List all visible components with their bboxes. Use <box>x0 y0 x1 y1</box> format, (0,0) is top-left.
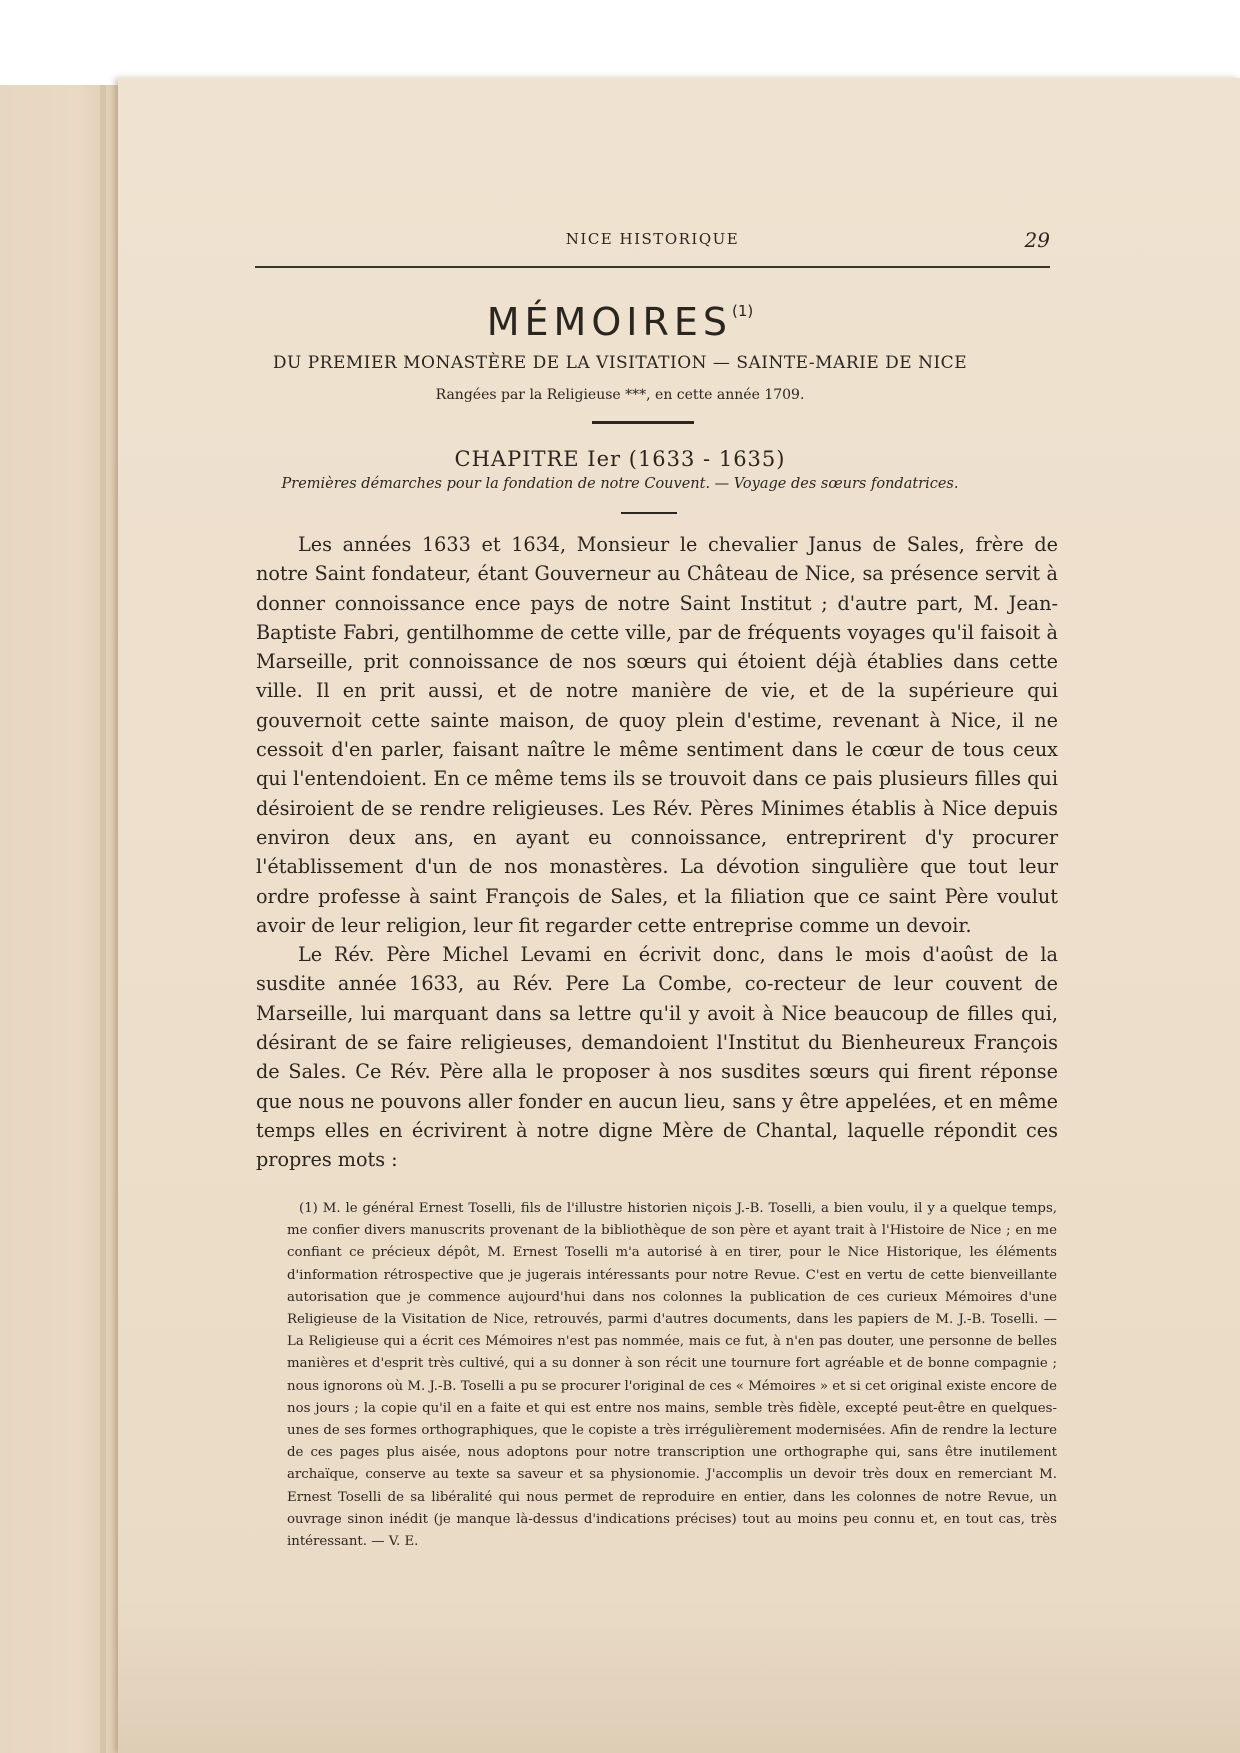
running-title: NICE HISTORIQUE <box>565 230 740 248</box>
scan-background <box>0 0 1240 80</box>
article-subtitle: DU PREMIER MONASTÈRE DE LA VISITATION — SAINTE-MARIE DE NICE <box>272 353 968 373</box>
article-title-text: MÉMOIRES <box>486 300 732 344</box>
footnote <box>287 1198 1057 1553</box>
footnote-text: (1) M. le général Ernest Toselli, fils de l'illustre historien niçois J.-B. Toselli, a bien voulu, il y a quelque temps, me confier divers manuscrits provenant de la bibliothèque de son père et ayant trait à l'Histoire de Nice ; en me confiant ce précieux dépôt, M. Ernest Toselli m'a autorisé à en tirer, pour le Nice Historique, les éléments d'information rétrospective que je jugerais intéressants pour notre Revue. C'est en vertu de cette bienveillante autorisation que je commence aujourd'hui dans nos colonnes la publication de ces curieux Mémoires d'une Religieuse de la Visitation de Nice, retrouvés, parmi d'autres documents, dans les papiers de M. J.-B. Toselli. — La Religieuse qui a écrit ces Mémoires n'est pas nommée, mais ce fut, à n'en pas douter, une personne de belles manières et d'esprit très cultivé, qui a su donner à son récit une tournure fort agréable et de bonne compagnie ; nous ignorons où M. J.-B. Toselli a pu se procurer l'original de ces « Mémoires » et si cet original existe encore de nos jours ; la copie qu'il en a faite et qui est entre nos mains, semble très fidèle, excepté peut-être en quelques-unes de ses formes orthographiques, que le copiste a très irrégulièrement modernisées. Afin de rendre la lecture de ces pages plus aisée, nous adoptons pour notre transcription une orthographe qui, sans être inutilement archaïque, conserve au texte sa saveur et sa physionomie. J'accomplis un devoir très doux en remerciant M. Ernest Toselli de sa libéralité qui nous permet de reproduire en entier, dans les colonnes de notre Revue, un ouvrage sinon inédit (je manque là-dessus d'indications précises) tout au moins peu connu et, en tout cas, très intéressant. — V. E. <box>287 1201 1057 1550</box>
chapter-summary: Premières démarches pour la fondation de notre Couvent. — Voyage des sœurs fondatrices. <box>281 476 959 492</box>
header-rule <box>255 266 1050 268</box>
body-paragraph: Les années 1633 et 1634, Monsieur le chevalier Janus de Sales, frère de notre Saint fondateur, étant Gouverneur au Château de Nice, sa présence servit à donner connoissance ence pays de notre Saint Institut ; d'autre part, M. Jean-Baptiste Fabri, gentilhomme de cette ville, par de fréquents voyages qu'il faisoit à Marseille, prit connoissance de nos sœurs qui étoient déjà établies dans cette ville. Il en prit aussi, et de notre manière de vie, et de la supérieure qui gouvernoit cette sainte maison, de quoy plein d'estime, revenant à Nice, il ne cessoit d'en parler, faisant naître le même sentiment dans le cœur de tous ceux qui l'entendoient. En ce même tems ils se trouvoit dans ce pais plusieurs filles qui désiroient de se rendre religieuses. Les Rév. Pères Minimes établis à Nice depuis environ deux ans, en ayant eu connoissance, entreprirent d'y procurer l'établissement d'un de nos monastères. La dévotion singulière que tout leur ordre professe à saint François de Sales, et la filiation que ce saint Père voulut avoir de leur religion, leur fit regarder cette entreprise comme un devoir. <box>256 533 1058 937</box>
body-paragraph: Le Rév. Père Michel Levami en écrivit donc, dans le mois d'aoûst de la susdite année 1633, au Rév. Pere La Combe, co-recteur de leur couvent de Marseille, lui marquant dans sa lettre qu'il y avoit à Nice beaucoup de filles qui, désirant de se faire religieuses, demandoient l'Institut du Bienheureux François de Sales. Ce Rév. Père alla le proposer à nos susdites sœurs qui firent réponse que nous ne pouvons aller fonder en aucun lieu, sans y être appelées, et en même temps elles en écrivirent à notre digne Mère de Chantal, laquelle répondit ces propres mots : <box>256 943 1058 1172</box>
body-text <box>256 530 1058 1175</box>
chapter-heading: CHAPITRE Ier (1633 - 1635) <box>454 447 786 471</box>
running-header <box>255 228 1050 258</box>
page-edge-shadow <box>118 1600 1240 1753</box>
article-byline: Rangées par la Religieuse ***, en cette année 1709. <box>435 387 805 403</box>
title-footnote-marker: (1) <box>731 302 754 320</box>
title-divider <box>592 421 694 424</box>
article-title <box>0 300 1240 344</box>
chapter-divider <box>621 512 677 514</box>
page-number: 29 <box>1024 228 1050 252</box>
